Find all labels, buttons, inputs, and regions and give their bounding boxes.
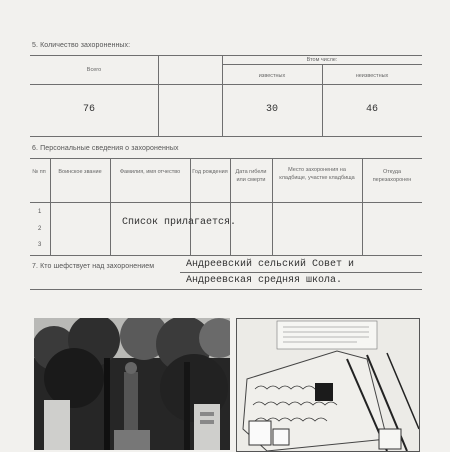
table5-header-line [30, 84, 422, 85]
table6-vline-5 [272, 158, 273, 255]
memorial-photo [34, 318, 230, 450]
site-map [236, 318, 420, 452]
header-burial-place: Место захоронения на кладбище, участке кладбища [279, 167, 355, 181]
known-header: известных [258, 73, 286, 79]
memorial-photo-image [34, 318, 230, 450]
header-reburied-from: Откуда перезахоронен [372, 169, 412, 183]
header-death-date: Дата гибели или смерти [235, 169, 267, 183]
table6-top-line [30, 158, 422, 159]
section5-title: 5. Количество захороненных: [32, 42, 131, 49]
table6-vline-2 [110, 158, 111, 255]
table6-vline-1 [50, 158, 51, 255]
table6-header-line [30, 202, 422, 203]
patron-underline-2 [30, 289, 422, 290]
header-rank: Воинское звание [58, 169, 102, 175]
total-value: 76 [82, 104, 95, 115]
total-header: Всего [86, 67, 102, 73]
table5-bottom-line [30, 136, 422, 137]
unknown-header: неизвестных [355, 73, 389, 79]
patron-line-1: Андреевский сельский Совет и [186, 259, 355, 270]
list-attached-note: Список прилагается. [122, 217, 237, 228]
section7-title: 7. Кто шефствует над захоронением [32, 263, 155, 270]
header-birth-year: Год рождения [192, 169, 228, 175]
row-number-3: 3 [38, 242, 42, 248]
header-number: № пп [32, 169, 46, 175]
known-value: 30 [265, 104, 278, 115]
section6-title: 6. Персональные сведения о захороненных [32, 145, 179, 152]
patron-line-2: Андреевская средняя школа. [186, 275, 343, 286]
table6-vline-6 [362, 158, 363, 255]
table5-vline-2 [222, 55, 223, 136]
site-map-drawing [237, 319, 419, 451]
patron-underline-1 [180, 272, 422, 273]
header-name: Фамилия, имя отчество [119, 169, 181, 175]
unknown-value: 46 [365, 104, 378, 115]
table5-vline-1 [158, 55, 159, 136]
row-number-2: 2 [38, 226, 42, 232]
including-header: Втом числе: [306, 57, 338, 63]
table6-vline-3 [190, 158, 191, 255]
row-number-1: 1 [38, 209, 42, 215]
table6-bottom-line [30, 255, 422, 256]
